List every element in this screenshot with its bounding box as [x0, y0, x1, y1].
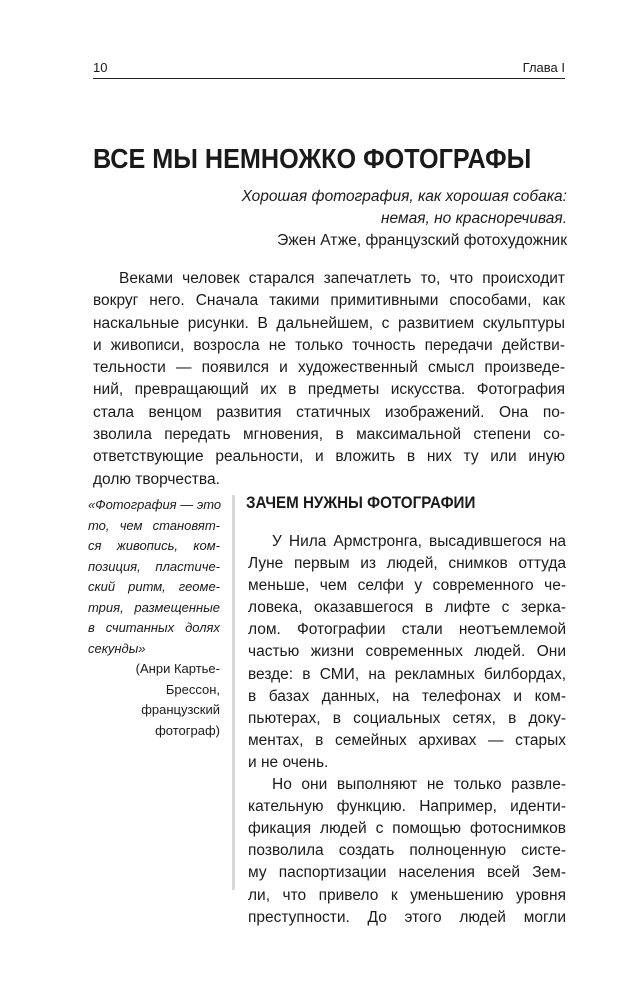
text-line: долю творчества.: [93, 470, 220, 488]
attribution-line: французский: [141, 702, 220, 717]
text-line: преступности. До этого людей могли: [248, 908, 566, 926]
text-line: ли, что привело к уменьшению уровня: [248, 886, 566, 904]
attribution-line: Брессон,: [165, 681, 220, 697]
text-line: кательную функцию. Например, иденти-: [248, 798, 566, 816]
section-title: ЗАЧЕМ НУЖНЫ ФОТОГРАФИИ: [246, 494, 476, 512]
text-line: ментах, в семейных архивах — старых: [248, 731, 566, 749]
sidebar-line: то, чем становят-: [88, 517, 220, 533]
intro-paragraph: [93, 268, 565, 491]
text-line: фикация людей с помощью фотоснимков: [248, 820, 566, 838]
text-line: стала венцом развития статичных изображений. Она по-: [93, 403, 565, 421]
page-number: 10: [93, 60, 108, 75]
text-line: в базах данных, на телефонах и ком-: [248, 687, 566, 705]
text-line: У Нила Армстронга, высадившегося на: [272, 533, 566, 550]
page-title: ВСЕ МЫ НЕМНОЖКО ФОТОГРАФЫ: [93, 143, 532, 174]
sidebar-line: «Фотография — это: [88, 497, 222, 512]
attribution-line: (Анри Картье-: [135, 661, 220, 676]
text-line: и живописи, возросла не только точность передачи действи-: [93, 336, 565, 354]
section-body: [248, 531, 566, 929]
text-line: Луне первым из людей, снимков оттуда: [248, 555, 566, 573]
chapter-label: Глава I: [522, 60, 565, 75]
sidebar-line: позиция, пластиче-: [88, 558, 220, 574]
text-line: ответствующие реальности, и вложить в них ту или иную: [93, 448, 565, 466]
epigraph-quote-line: Хорошая фотография, как хорошая собака:: [241, 188, 567, 205]
running-header: [93, 58, 565, 79]
text-line: тельности — появился и художественный смысл произведе-: [93, 359, 565, 377]
text-line: меньше, чем селфи у современного че-: [248, 577, 566, 595]
epigraph-quote-line: немая, но красноречивая.: [381, 210, 567, 227]
text-line: ний, превращающий их в предметы искусства. Фотография: [93, 381, 565, 399]
text-line: наскальные рисунки. В дальнейшем, с развитием скульптуры: [93, 314, 565, 332]
text-line: вокруг него. Сначала такими примитивными способами, как: [93, 292, 565, 310]
text-line: везде: в СМИ, на рекламных билбордах,: [248, 665, 566, 683]
sidebar-quote-text: [88, 495, 220, 659]
sidebar-line: трия, размещенные: [88, 599, 220, 615]
sidebar-line: секунды»: [88, 640, 146, 656]
epigraph-author: Эжен Атже, французский фотохудожник: [277, 232, 567, 249]
sidebar-line: в считанных долях: [88, 620, 220, 635]
text-line: Веками человек старался запечатлеть то, что происходит: [119, 270, 565, 287]
sidebar-divider: [232, 495, 235, 890]
text-line: Но они выполняют не только развле-: [272, 776, 566, 794]
text-line: ловека, оказавшегося в лифте с зерка-: [248, 599, 566, 617]
text-line: и не очень.: [248, 753, 329, 771]
sidebar-quote: [88, 495, 220, 741]
text-line: зволила передать мгновения, в максимальной степени со-: [93, 426, 565, 444]
attribution-line: фотограф): [155, 722, 220, 738]
text-line: лом. Фотографии стали неотъемлемой: [248, 621, 566, 639]
text-line: частью жизни современных людей. Они: [248, 643, 566, 661]
sidebar-line: ся живопись, ком-: [88, 538, 220, 553]
sidebar-line: ский ритм, геоме-: [88, 579, 220, 594]
text-line: позволила создать полноценную систе-: [248, 842, 566, 860]
sidebar-attribution: [88, 659, 220, 741]
text-line: му паспортизации населения всей Зем-: [248, 864, 566, 882]
text-line: пьютерах, в социальных сетях, в доку-: [248, 709, 566, 727]
epigraph: [167, 186, 567, 252]
